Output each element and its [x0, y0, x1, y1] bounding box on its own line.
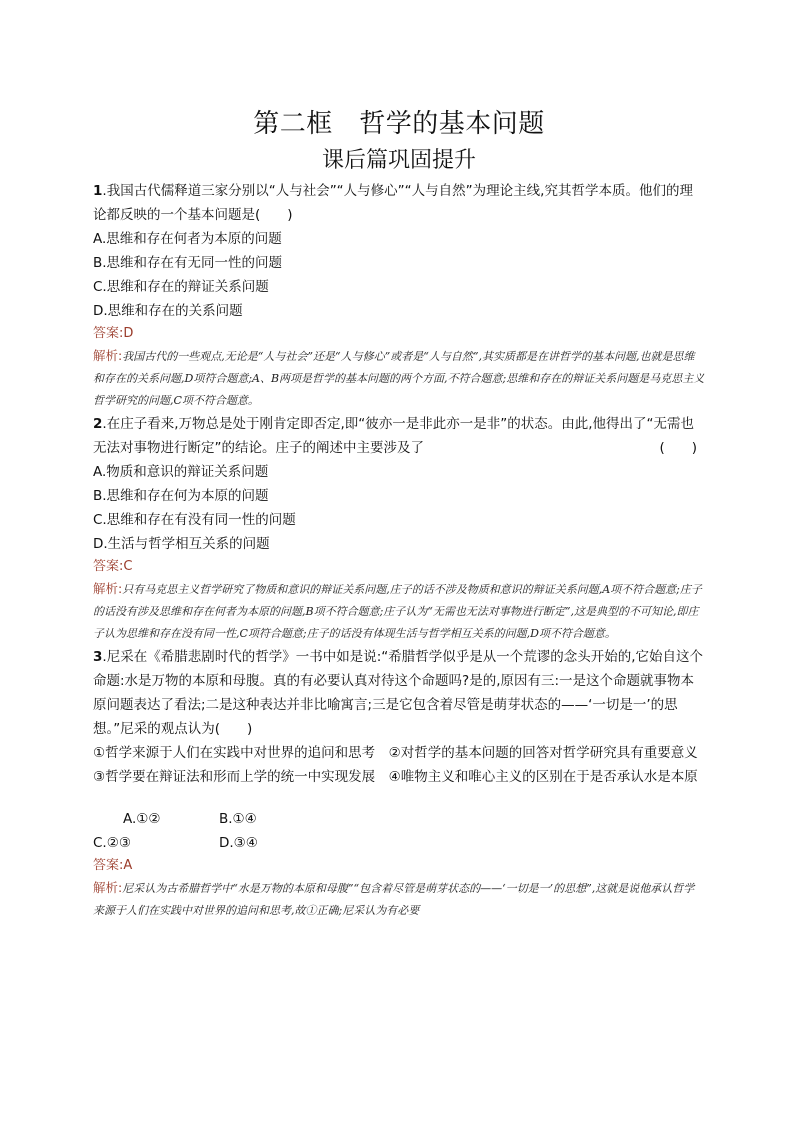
- question-1-analysis: 解析:我国古代的一些观点,无论是“人与社会”还是“人与修心”或者是“人与自然”,其实质都是在讲哲学的基本问题,也就是思维和存在的关系问题,D项符合题意;A、B两项是哲学的基本问题的两个方面,不符合题意;思维和存在的辩证关系问题是马克思主义哲学研究的问题,C项不符合题意。: [93, 348, 705, 407]
- question-1-option-d: D.思维和存在的关系问题: [93, 303, 243, 319]
- question-3-choice-c: C.②③: [93, 835, 131, 851]
- page-title: 第二框 哲学的基本问题: [253, 109, 545, 139]
- question-1-option-b: B.思维和存在有无同一性的问题: [93, 255, 283, 271]
- question-2-option-c: C.思维和存在有没有同一性的问题: [93, 512, 296, 528]
- question-3-choices-row-2: [93, 831, 705, 855]
- question-1-option-c: C.思维和存在的辩证关系问题: [93, 279, 269, 295]
- question-1-stem: 1.我国古代儒释道三家分别以“人与社会”“人与修心”“人与自然”为理论主线,究其哲学本质。他们的理论都反映的一个基本问题是( ): [93, 183, 693, 223]
- question-1-answer: 答案:D: [93, 326, 134, 341]
- question-1-number: 1: [93, 183, 103, 199]
- question-2-stem: 2.在庄子看来,万物总是处于刚肯定即否定,即“彼亦一是非此亦一是非”的状态。由此,他得出了“无需也无法对事物进行断定”的结论。庄子的阐述中主要涉及了 ( ): [93, 412, 705, 460]
- question-3-answer: 答案:A: [93, 858, 133, 873]
- question-2-paren: ( ): [659, 440, 697, 456]
- question-2-option-d: D.生活与哲学相互关系的问题: [93, 536, 270, 552]
- question-3: [93, 645, 712, 922]
- question-3-choice-b: B.①④: [219, 811, 257, 827]
- question-1-option-a: A.思维和存在何者为本原的问题: [93, 231, 282, 247]
- question-2-option-b: B.思维和存在何为本原的问题: [93, 488, 269, 504]
- question-2-number: 2: [93, 416, 103, 432]
- question-2-answer: 答案:C: [93, 559, 133, 574]
- question-2-option-a: A.物质和意识的辩证关系问题: [93, 464, 269, 480]
- question-2-analysis: 解析:只有马克思主义哲学研究了物质和意识的辩证关系问题,庄子的话不涉及物质和意识的辩证关系问题,A项不符合题意;庄子的话没有涉及思维和存在何者为本原的问题,B项不符合题意;庄子认为“无需也无法对事物进行断定”,这是典型的不可知论,即庄子认为思维和存在没有同一性,C项符合题意;庄子的话没有体现生活与哲学相互关系的问题,D项不符合题意。: [93, 581, 702, 640]
- question-2: [93, 412, 705, 645]
- question-3-choices-row-1: [93, 807, 705, 831]
- spacer: [93, 789, 705, 807]
- question-3-choice-d: D.③④: [219, 835, 258, 851]
- question-1: [93, 179, 705, 412]
- question-3-stem: 3.尼采在《希腊悲剧时代的哲学》一书中如是说:“希腊哲学似乎是从一个荒谬的念头开始的,它始自这个命题:水是万物的本原和母腹。真的有必要认真对待这个命题吗?是的,原因有三:一是这个命题就事物本原问题表达了看法;二是这种表达并非比喻寓言;三是它包含着尽管是萌芽状态的——‘一切是一’的思想。”尼采的观点认为( ): [93, 649, 704, 737]
- page-subtitle: 课后篇巩固提升: [321, 148, 476, 173]
- question-3-statements: ①哲学来源于人们在实践中对世界的追问和思考 ②对哲学的基本问题的回答对哲学研究具有重要意义 ③哲学要在辩证法和形而上学的统一中实现发展 ④唯物主义和唯心主义的区别在于是否承认水是本原: [93, 745, 712, 785]
- question-3-choice-a: A.①②: [123, 811, 161, 827]
- document-page: [93, 100, 712, 922]
- question-3-analysis: 解析:尼采认为古希腊哲学中“水是万物的本原和母腹”“包含着尽管是萌芽状态的——‘一切是一’的思想”,这就是说他承认哲学来源于人们在实践中对世界的追问和思考,故①正确;尼采认为有必要: [93, 880, 695, 917]
- question-3-number: 3: [93, 649, 103, 665]
